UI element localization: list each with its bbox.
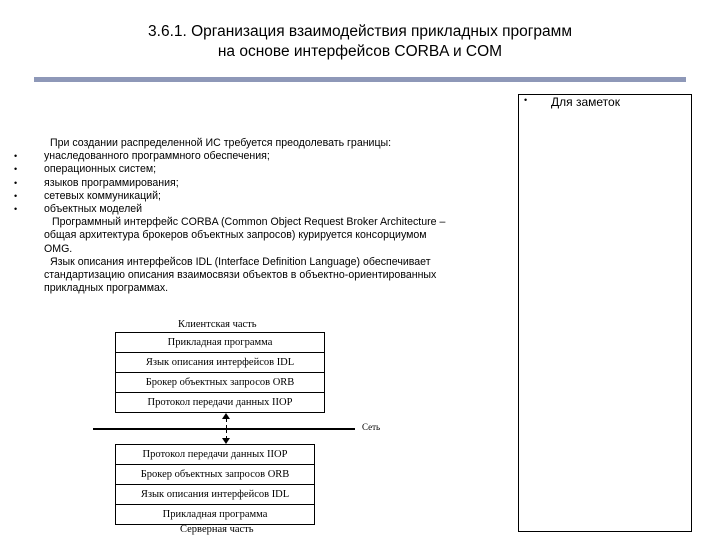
corba-text: общая архитектура брокеров объектных запросов) курируется консорциумом — [44, 229, 427, 242]
slide-title — [60, 22, 660, 62]
arrow-up-icon — [222, 413, 230, 419]
notes-box[interactable] — [518, 94, 692, 532]
notes-label: Для заметок — [551, 95, 620, 109]
bullet-item: • унаследованного программного обеспечения; — [12, 150, 512, 163]
client-caption: Клиентская часть — [178, 319, 257, 330]
idl-text: стандартизацию описания взаимосвязи объектов в объектно-ориентированных — [44, 269, 437, 282]
server-layer: Брокер объектных запросов ORB — [115, 464, 315, 485]
client-layer: Прикладная программа — [115, 332, 325, 353]
server-layer: Язык описания интерфейсов IDL — [115, 484, 315, 505]
corba-text: Программный интерфейс CORBA (Common Object Request Broker Architecture – — [52, 216, 446, 229]
client-layer: Брокер объектных запросов ORB — [115, 372, 325, 393]
connector-line — [226, 430, 227, 439]
notes-bullet: • — [524, 95, 528, 105]
intro-text: При создании распределенной ИС требуется преодолевать границы: — [50, 137, 392, 149]
title-divider — [34, 77, 686, 82]
title-line-2: на основе интерфейсов CORBA и COM — [217, 43, 503, 60]
server-layer: Протокол передачи данных IIOP — [115, 444, 315, 465]
client-layer: Протокол передачи данных IIOP — [115, 392, 325, 413]
network-line — [93, 428, 355, 430]
bullet-item: • сетевых коммуникаций; — [12, 190, 512, 203]
server-caption: Серверная часть — [180, 524, 254, 535]
body-text — [12, 137, 512, 295]
bullet-item: • объектных моделей — [12, 203, 512, 216]
bullet-item: • языков программирования; — [12, 177, 512, 190]
corba-text: OMG. — [44, 242, 73, 255]
idl-text: Язык описания интерфейсов IDL (Interface Definition Language) обеспечивает — [50, 255, 431, 268]
bullet-item: • операционных систем; — [12, 163, 512, 176]
client-layer: Язык описания интерфейсов IDL — [115, 352, 325, 373]
idl-text: прикладных программах. — [44, 282, 169, 295]
title-line-1: 3.6.1. Организация взаимодействия прикладных программ — [148, 23, 572, 40]
server-layer: Прикладная программа — [115, 504, 315, 525]
connector-line — [226, 419, 227, 428]
network-label: Сеть — [362, 422, 381, 432]
arrow-down-icon — [222, 438, 230, 444]
